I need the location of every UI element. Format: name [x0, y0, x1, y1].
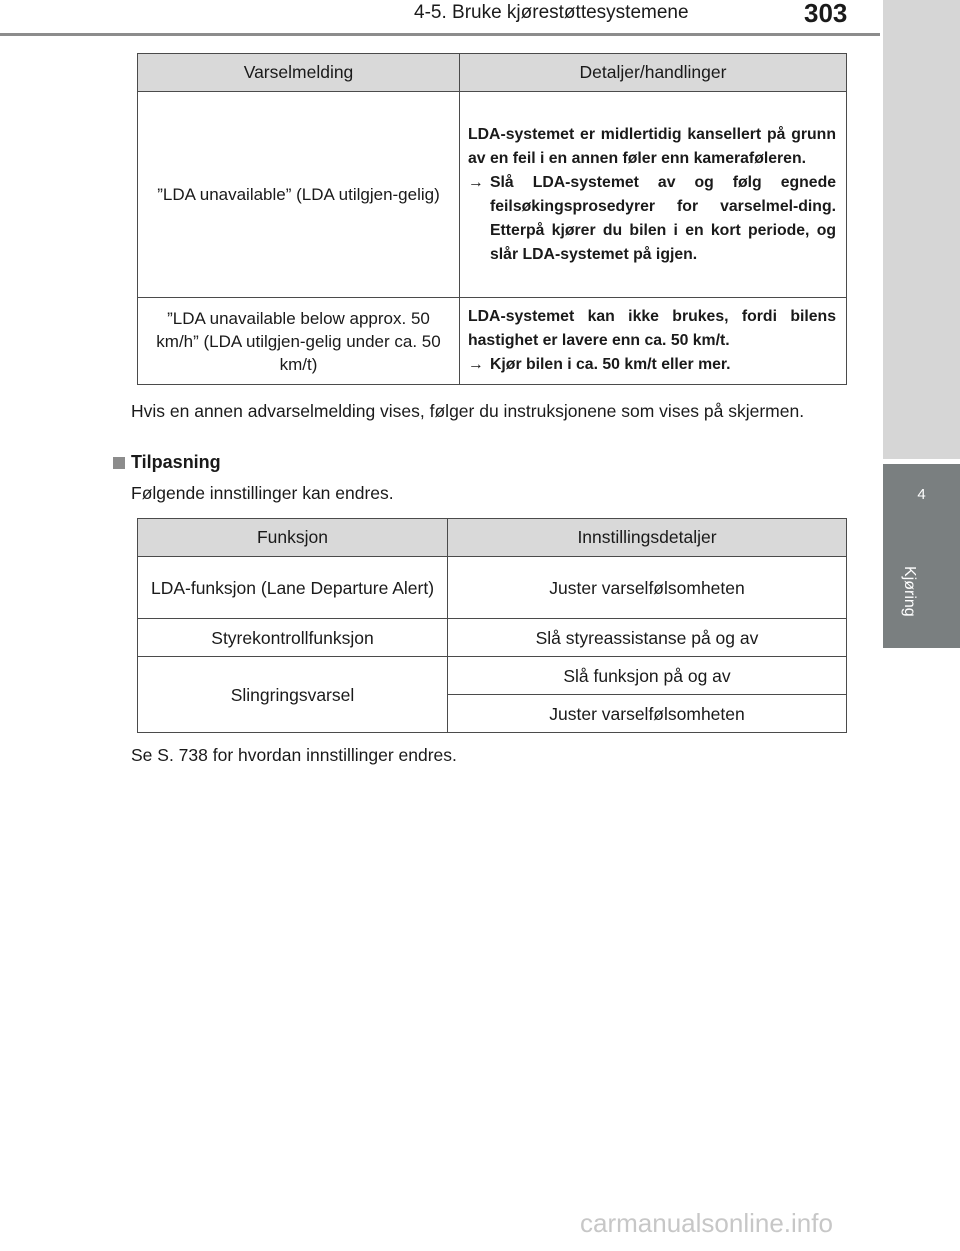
setting-detail-cell: Juster varselfølsomheten	[448, 695, 847, 733]
action-line	[468, 171, 836, 267]
watermark: carmanualsonline.info	[580, 1208, 833, 1238]
action-text: Slå LDA-systemet av og følg egnede feilsøkingsprosedyrer for varselmel-ding. Etterpå kjører du bilen i en kort periode, og slår LDA-systemet på igjen.	[490, 173, 836, 263]
setting-detail-cell: Slå funksjon på og av	[448, 657, 847, 695]
column-header: Funksjon	[138, 519, 448, 557]
action-text: Kjør bilen i ca. 50 km/t eller mer.	[490, 356, 731, 373]
warning-message-cell: ”LDA unavailable below approx. 50 km/h” (LDA utilgjen-gelig under ca. 50 km/t)	[138, 298, 460, 385]
column-header: Detaljer/handlinger	[460, 54, 847, 92]
section-intro: Følgende innstillinger kan endres.	[131, 483, 394, 503]
table-row	[138, 619, 847, 657]
chapter-label: Kjøring	[901, 566, 918, 617]
chapter-number: 4	[917, 486, 926, 503]
table-row	[138, 557, 847, 619]
warning-message-cell: ”LDA unavailable” (LDA utilgjen-gelig)	[138, 92, 460, 298]
column-header: Varselmelding	[138, 54, 460, 92]
table-row	[138, 92, 847, 298]
warning-detail-text: LDA-systemet kan ikke brukes, fordi bilens hastighet er lavere enn ca. 50 km/t.	[468, 308, 836, 349]
side-tab-upper	[883, 0, 960, 459]
setting-detail-cell: Juster varselfølsomheten	[448, 557, 847, 619]
column-header: Innstillingsdetaljer	[448, 519, 847, 557]
warning-detail-cell	[460, 92, 847, 298]
body-paragraph: Hvis en annen advarselmelding vises, følger du instruksjonene som vises på skjermen.	[131, 401, 805, 421]
page-number: 303	[804, 0, 848, 28]
table-header-row	[138, 54, 847, 92]
table-row	[138, 657, 847, 695]
arrow-icon: →	[468, 356, 484, 373]
section-title: Tilpasning	[131, 452, 221, 472]
section-square-icon	[113, 457, 125, 469]
settings-table	[137, 518, 847, 733]
section-header: 4-5. Bruke kjørestøttesystemene	[414, 2, 689, 23]
header-rule	[0, 33, 880, 36]
warning-detail-cell	[460, 298, 847, 385]
setting-detail-cell: Slå styreassistanse på og av	[448, 619, 847, 657]
warning-message-table	[137, 53, 847, 385]
footer-note: Se S. 738 for hvordan innstillinger endres.	[131, 745, 457, 765]
warning-detail-text: LDA-systemet er midlertidig kansellert på grunn av en feil i en annen føler enn kameraføleren.	[468, 125, 836, 167]
action-line	[468, 353, 836, 377]
function-cell: LDA-funksjon (Lane Departure Alert)	[138, 557, 448, 619]
function-cell: Slingringsvarsel	[138, 657, 448, 733]
table-header-row	[138, 519, 847, 557]
function-cell: Styrekontrollfunksjon	[138, 619, 448, 657]
table-row	[138, 298, 847, 385]
arrow-icon: →	[468, 173, 484, 191]
